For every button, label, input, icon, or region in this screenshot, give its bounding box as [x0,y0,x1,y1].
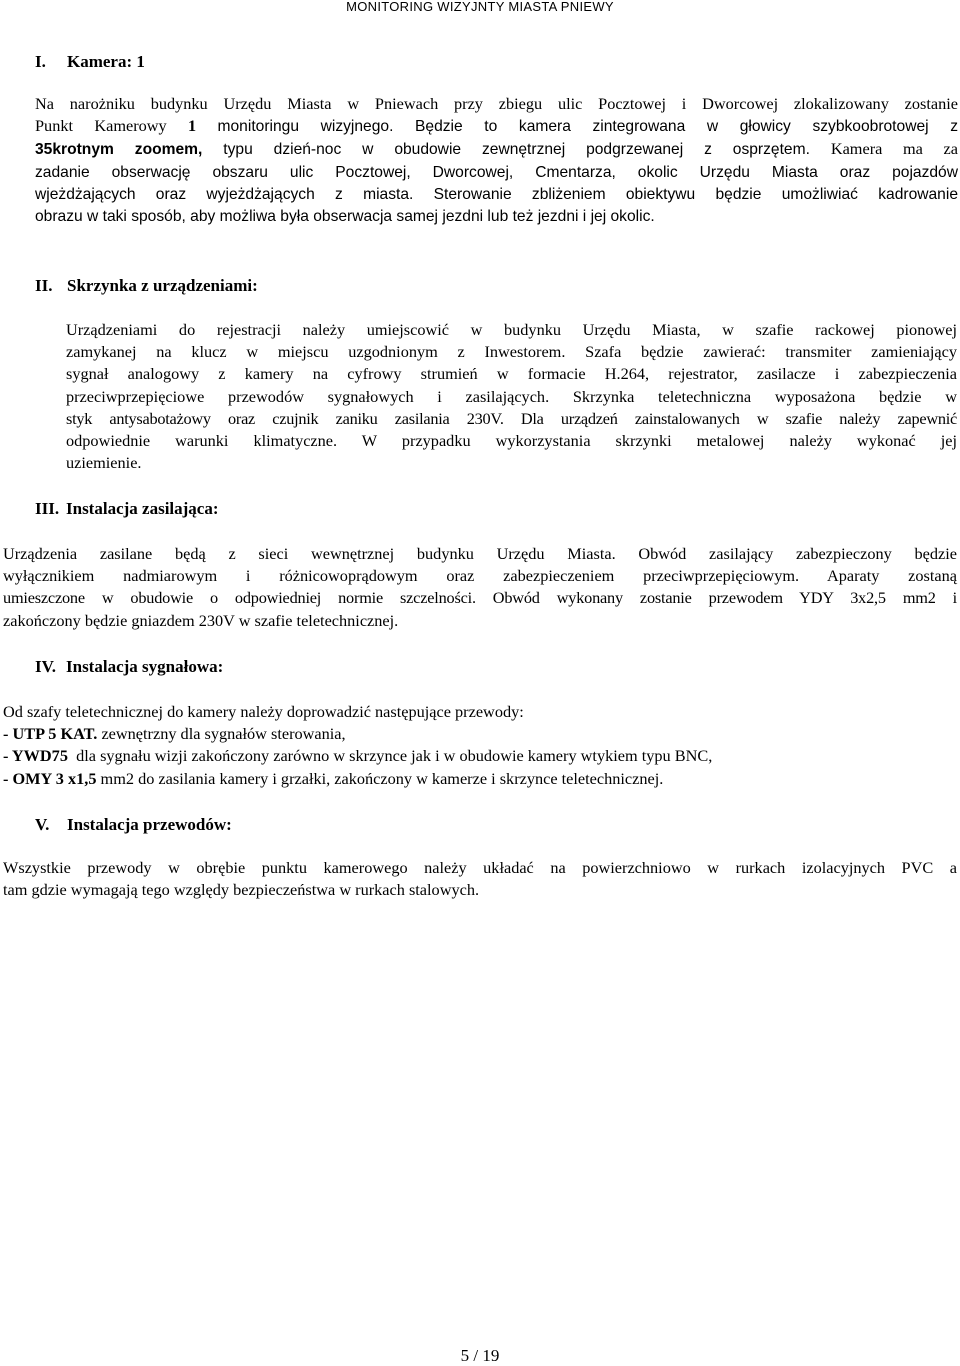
paragraph-line: Na narożniku budynku Urzędu Miasta w Pniewach przy zbiegu ulic Pocztowej i Dworcowej zlokalizowany zostanie [35,94,958,113]
section-1-heading [35,52,145,72]
section-4-title: Instalacja sygnałowa: [66,657,224,676]
list-item: - OMY 3 x1,5 mm2 do zasilania kamery i grzałki, zakończony w kamerze i skrzynce teletechnicznej. [3,768,664,788]
paragraph-line: zadanie obserwację obszaru ulic Pocztowej, Dworcowej, Cmentarza, okolic Urzędu Miasta oraz pojazdów [35,163,958,181]
paragraph-line: zamykanej na klucz w miejscu uzgodnionym z Inwestorem. Szafa będzie zawierać: transmiter zamieniający [66,342,957,362]
section-2-paragraph [66,319,957,474]
section-5-title: Instalacja przewodów: [67,815,232,834]
list-item: - UTP 5 KAT. zewnętrzny dla sygnałów sterowania, [3,724,346,744]
section-3-number: III. [35,499,60,518]
paragraph-line: wjeżdżających oraz wyjeżdżających z miasta. Sterowanie zbliżeniem obiektywu będzie umożliwiać kadrowanie [35,185,958,203]
section-3-paragraph [3,543,957,632]
paragraph-line: obrazu w taki sposób, aby możliwa była obserwacja samej jezdni lub też jezdni i jej okolic. [35,208,655,226]
section-1-paragraph [35,93,958,228]
paragraph-line: 35krotnym zoomem, typu dzień-noc w obudowie zewnętrznej podgrzewanej z osprzętem. Kamera ma za [35,139,958,159]
page-header [0,0,960,14]
section-3-title: Instalacja zasilająca: [66,499,219,518]
paragraph-line: tam gdzie wymagają tego względy bezpieczeństwa w rurkach stalowych. [3,880,480,900]
section-2-heading [35,276,258,296]
paragraph-line: odpowiednie warunki klimatyczne. W przypadku wykorzystania skrzynki metalowej należy wykonać jej [66,431,957,451]
list-item: - YWD75 dla sygnału wizji zakończony zarówno w skrzynce jak i w obudowie kamery wtykiem typu BNC, [3,746,713,766]
section-4-heading [35,657,223,677]
paragraph-line: Wszystkie przewody w obrębie punktu kamerowego należy układać na powierzchniowo w rurkach izolacyjnych PVC a [3,858,957,877]
section-2-title: Skrzynka z urządzeniami: [67,276,258,295]
page-number: 5 / 19 [460,1346,500,1365]
header-title: MONITORING WIZYJNTY MIASTA PNIEWY [346,0,614,14]
section-4-paragraph [3,701,957,790]
section-5-number: V. [35,815,50,834]
paragraph-line: sygnał analogowy z kamery na cyfrowy strumień w formacie H.264, rejestrator, zasilacze i zabezpieczenia [66,364,957,384]
section-5-paragraph [3,857,957,901]
paragraph-line: Urządzeniami do rejestracji należy umiejscowić w budynku Urzędu Miasta, w szafie rackowej pionowej [66,320,957,339]
paragraph-line: Urządzenia zasilane będą z sieci wewnętrznej budynku Urzędu Miasta. Obwód zasilający zabezpieczony będzie [3,544,957,563]
paragraph-line: Od szafy teletechnicznej do kamery należy doprowadzić następujące przewody: [3,702,524,721]
paragraph-line: zakończony będzie gniazdem 230V w szafie teletechnicznej. [3,610,399,630]
paragraph-line: wyłącznikiem nadmiarowym i różnicowoprądowym oraz zabezpieczeniem przeciwprzepięciowym. Aparaty zostaną [3,566,957,586]
paragraph-line: uziemienie. [66,453,142,473]
section-2-number: II. [35,276,53,295]
paragraph-line: przeciwprzepięciowe przewodów sygnałowych i zasilających. Skrzynka teletechniczna wyposażona będzie w [66,386,957,406]
section-4-number: IV. [35,657,56,676]
section-1-number: I. [35,52,46,71]
paragraph-line: umieszczone w obudowie o odpowiedniej normie szczelności. Obwód wykonany zostanie przewodem YDY 3x2,5 mm2 i [3,588,957,608]
section-3-heading [35,499,219,519]
paragraph-line: Punkt Kamerowy 1 monitoringu wizyjnego. Będzie to kamera zintegrowana w głowicy szybkoobrotowej z [35,116,958,136]
section-1-title: Kamera: 1 [67,52,145,71]
paragraph-line: styk antysabotażowy oraz czujnik zaniku zasilania 230V. Dla urządzeń zainstalowanych w szafie należy zapewnić [66,408,957,428]
section-5-heading [35,815,232,835]
